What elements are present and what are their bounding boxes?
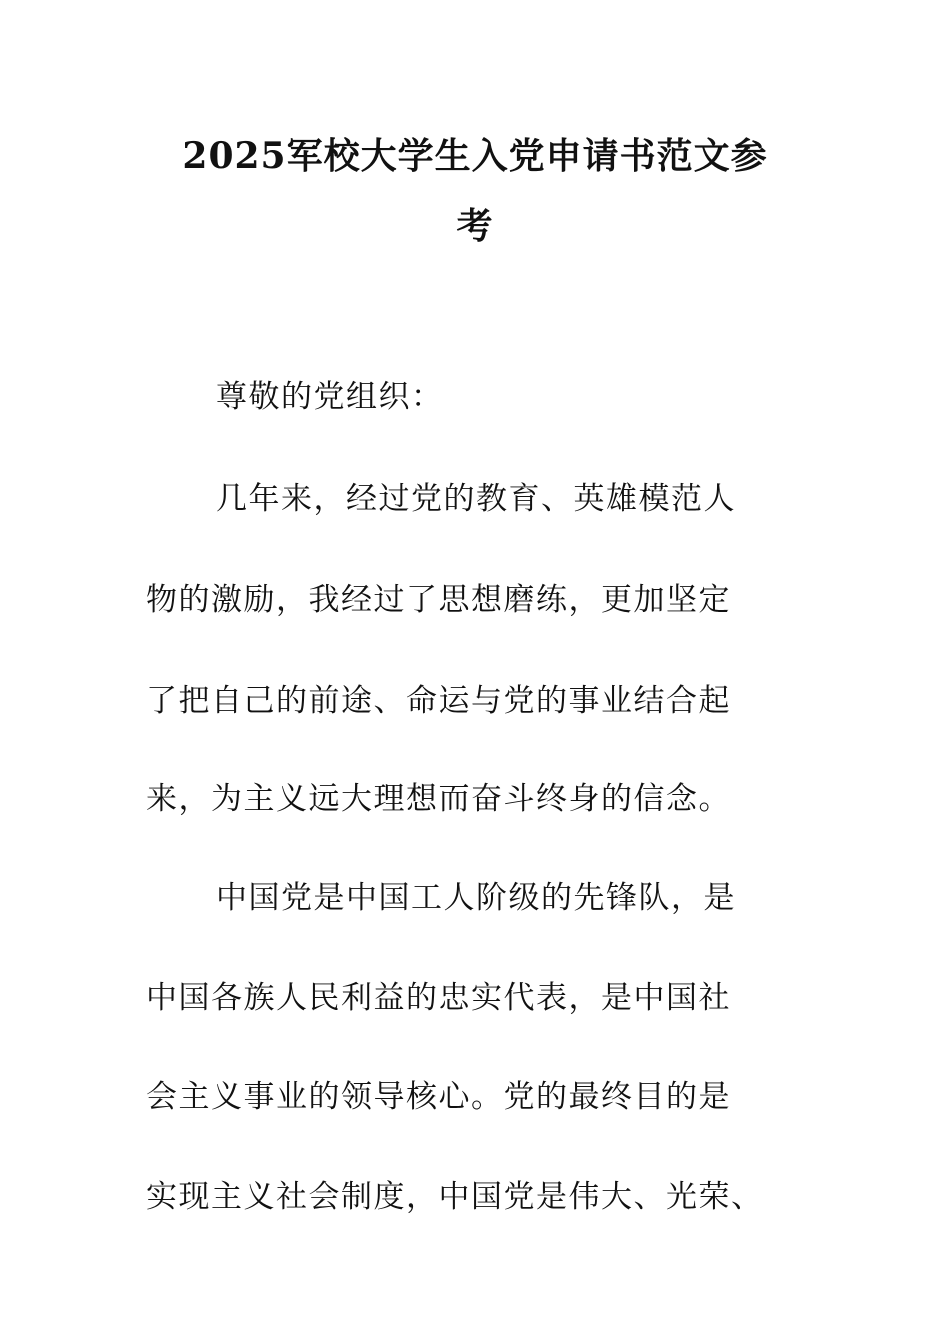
- paragraph-line: 中国各族人民利益的忠实代表，是中国社: [146, 980, 731, 1016]
- paragraph-line: 了把自己的前途、命运与党的事业结合起: [146, 683, 731, 719]
- paragraph-line: 中国党是中国工人阶级的先锋队，是: [216, 880, 736, 916]
- document-title-line-1: 2025军校大学生入党申请书范文参: [182, 135, 768, 177]
- paragraph-line: 物的激励，我经过了思想磨练，更加坚定: [146, 582, 731, 618]
- document-title-line-2: 考: [456, 205, 494, 247]
- paragraph-line: 几年来，经过党的教育、英雄模范人: [216, 481, 736, 517]
- paragraph-line: 实现主义社会制度，中国党是伟大、光荣、: [146, 1179, 764, 1215]
- paragraph-line: 会主义事业的领导核心。党的最终目的是: [146, 1079, 731, 1115]
- salutation: 尊敬的党组织：: [216, 379, 444, 415]
- paragraph-line: 来，为主义远大理想而奋斗终身的信念。: [146, 781, 731, 817]
